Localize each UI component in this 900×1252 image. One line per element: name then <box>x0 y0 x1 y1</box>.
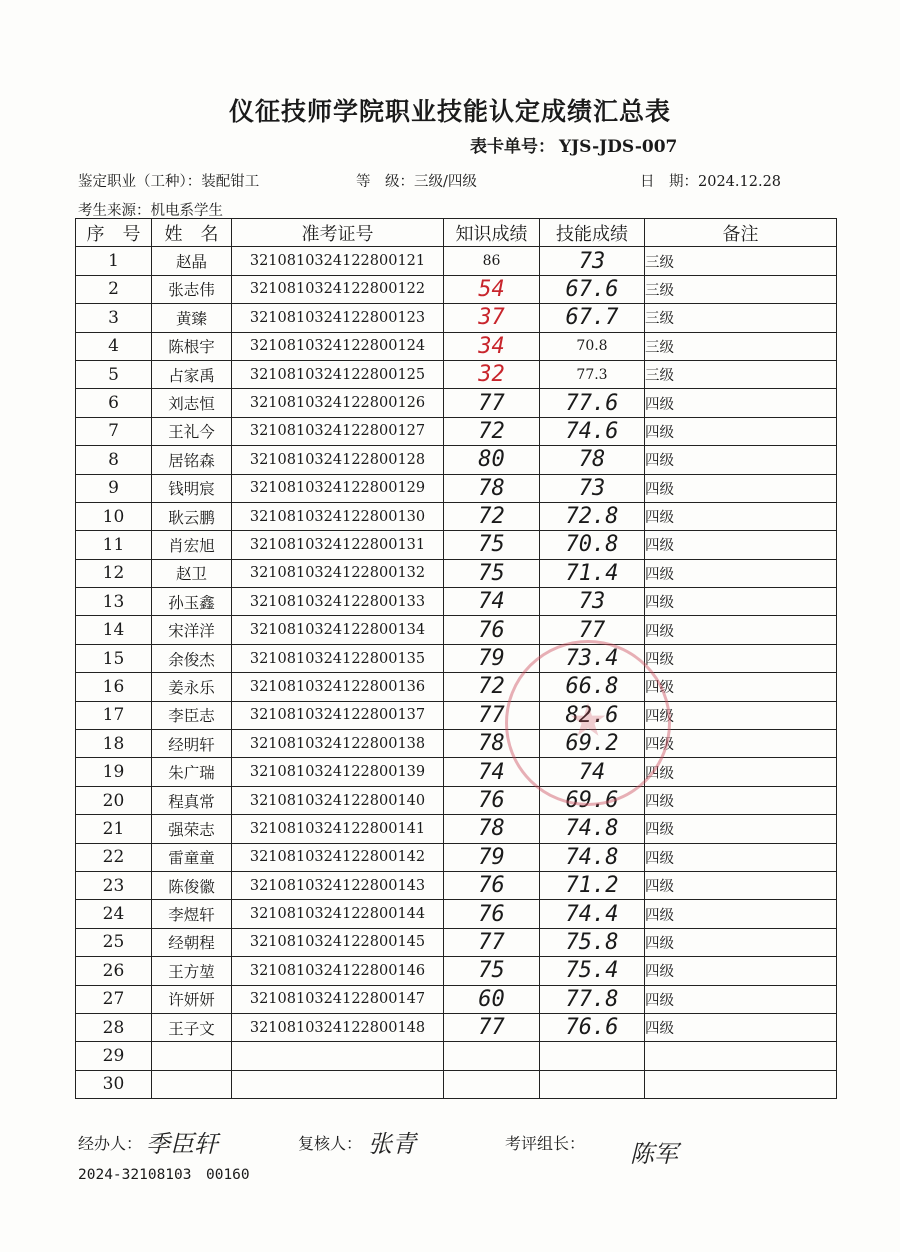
row-seq: 19 <box>76 758 152 786</box>
table-row <box>76 957 837 985</box>
row-exam-no: 3210810324122800146 <box>232 957 444 985</box>
row-seq: 21 <box>76 815 152 843</box>
row-skill-score: 74.8 <box>540 815 645 843</box>
row-exam-no: 3210810324122800128 <box>232 446 444 474</box>
row-name: 黄臻 <box>152 304 232 332</box>
row-remark: 四级 <box>645 730 837 758</box>
row-exam-no: 3210810324122800141 <box>232 815 444 843</box>
row-knowledge-score: 77 <box>444 928 540 956</box>
row-exam-no: 3210810324122800126 <box>232 389 444 417</box>
table-row <box>76 985 837 1013</box>
row-seq: 15 <box>76 644 152 672</box>
row-skill-score <box>540 1070 645 1098</box>
row-remark: 四级 <box>645 446 837 474</box>
leader-signature: 陈军 <box>630 1140 678 1168</box>
table-row <box>76 304 837 332</box>
table-row <box>76 247 837 275</box>
row-seq: 30 <box>76 1070 152 1098</box>
row-skill-score: 69.6 <box>540 786 645 814</box>
row-name: 李煜轩 <box>152 900 232 928</box>
row-seq: 10 <box>76 502 152 530</box>
table-row <box>76 389 837 417</box>
table-row <box>76 588 837 616</box>
row-skill-score: 74.6 <box>540 417 645 445</box>
row-seq: 25 <box>76 928 152 956</box>
row-remark: 四级 <box>645 1013 837 1041</box>
row-remark: 四级 <box>645 644 837 672</box>
row-seq: 26 <box>76 957 152 985</box>
row-remark: 四级 <box>645 957 837 985</box>
row-exam-no: 3210810324122800148 <box>232 1013 444 1041</box>
header-name: 姓 名 <box>152 219 232 247</box>
row-name: 王子文 <box>152 1013 232 1041</box>
row-skill-score: 71.4 <box>540 559 645 587</box>
row-seq: 16 <box>76 673 152 701</box>
row-exam-no: 3210810324122800123 <box>232 304 444 332</box>
row-knowledge-score: 75 <box>444 531 540 559</box>
row-exam-no: 3210810324122800124 <box>232 332 444 360</box>
row-knowledge-score: 76 <box>444 616 540 644</box>
row-seq: 3 <box>76 304 152 332</box>
header-exam-no: 准考证号 <box>232 219 444 247</box>
row-skill-score: 69.2 <box>540 730 645 758</box>
row-remark: 四级 <box>645 417 837 445</box>
row-knowledge-score: 72 <box>444 673 540 701</box>
date-field <box>640 170 781 191</box>
row-remark: 四级 <box>645 502 837 530</box>
row-seq: 2 <box>76 275 152 303</box>
row-name: 雷童童 <box>152 843 232 871</box>
row-exam-no: 3210810324122800139 <box>232 758 444 786</box>
row-seq: 8 <box>76 446 152 474</box>
row-name: 宋洋洋 <box>152 616 232 644</box>
row-knowledge-score: 74 <box>444 758 540 786</box>
row-name: 许妍妍 <box>152 985 232 1013</box>
row-exam-no: 3210810324122800125 <box>232 360 444 388</box>
row-knowledge-score: 75 <box>444 559 540 587</box>
row-seq: 13 <box>76 588 152 616</box>
reviewer-label: 复核人： <box>298 1134 363 1153</box>
table-row <box>76 1042 837 1070</box>
row-exam-no: 3210810324122800131 <box>232 531 444 559</box>
row-name: 余俊杰 <box>152 644 232 672</box>
row-remark: 四级 <box>645 389 837 417</box>
row-name: 王方堃 <box>152 957 232 985</box>
row-skill-score: 75.8 <box>540 928 645 956</box>
row-knowledge-score: 79 <box>444 843 540 871</box>
row-seq: 22 <box>76 843 152 871</box>
row-exam-no: 3210810324122800138 <box>232 730 444 758</box>
row-skill-score: 71.2 <box>540 871 645 899</box>
row-skill-score: 67.6 <box>540 275 645 303</box>
row-skill-score: 77.6 <box>540 389 645 417</box>
level-field <box>356 170 477 191</box>
row-seq: 9 <box>76 474 152 502</box>
row-knowledge-score: 34 <box>444 332 540 360</box>
row-remark: 四级 <box>645 559 837 587</box>
table-row <box>76 559 837 587</box>
row-name: 钱明宸 <box>152 474 232 502</box>
row-name: 耿云鹏 <box>152 502 232 530</box>
table-row <box>76 332 837 360</box>
row-knowledge-score: 76 <box>444 871 540 899</box>
form-number <box>470 132 677 157</box>
row-knowledge-score: 76 <box>444 786 540 814</box>
row-skill-score: 70.8 <box>540 531 645 559</box>
row-knowledge-score: 37 <box>444 304 540 332</box>
row-skill-score: 67.7 <box>540 304 645 332</box>
row-seq: 4 <box>76 332 152 360</box>
table-row <box>76 843 837 871</box>
row-skill-score: 66.8 <box>540 673 645 701</box>
row-seq: 5 <box>76 360 152 388</box>
row-knowledge-score: 80 <box>444 446 540 474</box>
row-exam-no <box>232 1042 444 1070</box>
table-row <box>76 360 837 388</box>
row-name: 经明轩 <box>152 730 232 758</box>
table-row <box>76 616 837 644</box>
row-seq: 24 <box>76 900 152 928</box>
row-exam-no: 3210810324122800121 <box>232 247 444 275</box>
header-seq: 序 号 <box>76 219 152 247</box>
row-name: 肖宏旭 <box>152 531 232 559</box>
table-header-row <box>76 219 837 247</box>
row-knowledge-score: 86 <box>444 247 540 275</box>
row-name <box>152 1042 232 1070</box>
row-name: 姜永乐 <box>152 673 232 701</box>
row-exam-no: 3210810324122800137 <box>232 701 444 729</box>
row-skill-score: 77 <box>540 616 645 644</box>
form-number-label: 表卡单号： <box>470 137 555 157</box>
row-remark: 四级 <box>645 673 837 701</box>
row-name: 王礼今 <box>152 417 232 445</box>
row-remark <box>645 1042 837 1070</box>
row-knowledge-score: 32 <box>444 360 540 388</box>
level-value: 三级/四级 <box>414 174 477 190</box>
table-row <box>76 871 837 899</box>
row-seq: 12 <box>76 559 152 587</box>
row-knowledge-score: 76 <box>444 900 540 928</box>
row-remark: 四级 <box>645 474 837 502</box>
row-remark: 四级 <box>645 985 837 1013</box>
row-exam-no: 3210810324122800147 <box>232 985 444 1013</box>
handler-label: 经办人： <box>78 1134 143 1153</box>
occupation-field: 鉴定职业（工种）：装配钳工 <box>78 174 260 190</box>
row-exam-no: 3210810324122800143 <box>232 871 444 899</box>
row-exam-no: 3210810324122800130 <box>232 502 444 530</box>
row-skill-score: 77.3 <box>540 360 645 388</box>
date-label: 日 期： <box>640 174 698 190</box>
row-skill-score: 73 <box>540 247 645 275</box>
leader-label: 考评组长： <box>505 1134 586 1153</box>
row-exam-no: 3210810324122800122 <box>232 275 444 303</box>
row-exam-no <box>232 1070 444 1098</box>
form-number-value: YJS-JDS-007 <box>559 137 678 157</box>
row-skill-score: 74 <box>540 758 645 786</box>
row-name: 居铭森 <box>152 446 232 474</box>
row-name: 程真常 <box>152 786 232 814</box>
table-row <box>76 275 837 303</box>
row-exam-no: 3210810324122800135 <box>232 644 444 672</box>
header-knowledge: 知识成绩 <box>444 219 540 247</box>
row-knowledge-score: 78 <box>444 730 540 758</box>
row-knowledge-score: 75 <box>444 957 540 985</box>
row-knowledge-score: 78 <box>444 474 540 502</box>
row-seq: 20 <box>76 786 152 814</box>
row-remark: 四级 <box>645 531 837 559</box>
row-knowledge-score <box>444 1042 540 1070</box>
row-exam-no: 3210810324122800129 <box>232 474 444 502</box>
level-label: 等 级： <box>356 174 414 190</box>
row-remark: 三级 <box>645 360 837 388</box>
row-skill-score: 74.4 <box>540 900 645 928</box>
row-name: 赵卫 <box>152 559 232 587</box>
row-remark: 四级 <box>645 588 837 616</box>
row-seq: 14 <box>76 616 152 644</box>
row-name: 陈根宇 <box>152 332 232 360</box>
row-knowledge-score: 78 <box>444 815 540 843</box>
row-knowledge-score: 77 <box>444 1013 540 1041</box>
footer-code: 2024-32108103 00160 <box>78 1167 250 1183</box>
row-exam-no: 3210810324122800133 <box>232 588 444 616</box>
row-exam-no: 3210810324122800134 <box>232 616 444 644</box>
row-skill-score: 78 <box>540 446 645 474</box>
table-row <box>76 531 837 559</box>
row-remark: 四级 <box>645 843 837 871</box>
row-exam-no: 3210810324122800145 <box>232 928 444 956</box>
row-knowledge-score: 77 <box>444 701 540 729</box>
table-row <box>76 673 837 701</box>
row-seq: 6 <box>76 389 152 417</box>
row-exam-no: 3210810324122800142 <box>232 843 444 871</box>
row-knowledge-score: 72 <box>444 502 540 530</box>
row-knowledge-score: 77 <box>444 389 540 417</box>
candidate-source: 考生来源：机电系学生 <box>78 203 223 219</box>
row-knowledge-score: 60 <box>444 985 540 1013</box>
row-remark: 四级 <box>645 871 837 899</box>
table-row <box>76 730 837 758</box>
row-name: 占家禹 <box>152 360 232 388</box>
row-skill-score: 73 <box>540 474 645 502</box>
row-name: 刘志恒 <box>152 389 232 417</box>
table-row <box>76 786 837 814</box>
row-skill-score: 77.8 <box>540 985 645 1013</box>
row-name: 赵晶 <box>152 247 232 275</box>
row-knowledge-score <box>444 1070 540 1098</box>
date-value: 2024.12.28 <box>698 174 782 190</box>
document-title: 仪征技师学院职业技能认定成绩汇总表 <box>228 97 671 126</box>
row-remark: 四级 <box>645 815 837 843</box>
row-remark: 三级 <box>645 332 837 360</box>
table-row <box>76 758 837 786</box>
row-seq: 23 <box>76 871 152 899</box>
row-skill-score: 70.8 <box>540 332 645 360</box>
handler-signature: 季臣轩 <box>146 1130 218 1158</box>
row-skill-score: 76.6 <box>540 1013 645 1041</box>
row-knowledge-score: 79 <box>444 644 540 672</box>
table-row <box>76 815 837 843</box>
row-remark: 四级 <box>645 900 837 928</box>
row-knowledge-score: 54 <box>444 275 540 303</box>
row-knowledge-score: 74 <box>444 588 540 616</box>
table-row <box>76 446 837 474</box>
row-skill-score: 75.4 <box>540 957 645 985</box>
table-row <box>76 1013 837 1041</box>
row-exam-no: 3210810324122800136 <box>232 673 444 701</box>
row-name: 陈俊徽 <box>152 871 232 899</box>
row-name: 孙玉鑫 <box>152 588 232 616</box>
table-row <box>76 928 837 956</box>
table-row <box>76 1070 837 1098</box>
row-remark: 四级 <box>645 701 837 729</box>
row-name: 朱广瑞 <box>152 758 232 786</box>
row-remark: 四级 <box>645 928 837 956</box>
table-row <box>76 701 837 729</box>
row-skill-score: 73.4 <box>540 644 645 672</box>
table-row <box>76 417 837 445</box>
row-skill-score: 74.8 <box>540 843 645 871</box>
row-name: 李臣志 <box>152 701 232 729</box>
row-seq: 28 <box>76 1013 152 1041</box>
row-remark: 四级 <box>645 616 837 644</box>
row-name <box>152 1070 232 1098</box>
row-skill-score <box>540 1042 645 1070</box>
row-remark: 三级 <box>645 275 837 303</box>
reviewer-signature: 张青 <box>368 1130 416 1158</box>
row-exam-no: 3210810324122800144 <box>232 900 444 928</box>
row-seq: 17 <box>76 701 152 729</box>
row-skill-score: 73 <box>540 588 645 616</box>
row-seq: 1 <box>76 247 152 275</box>
row-seq: 11 <box>76 531 152 559</box>
row-remark: 三级 <box>645 304 837 332</box>
row-name: 张志伟 <box>152 275 232 303</box>
header-remark: 备注 <box>645 219 837 247</box>
row-knowledge-score: 72 <box>444 417 540 445</box>
score-table <box>75 218 837 1099</box>
row-seq: 27 <box>76 985 152 1013</box>
row-remark: 三级 <box>645 247 837 275</box>
table-row <box>76 474 837 502</box>
table-row <box>76 900 837 928</box>
row-remark <box>645 1070 837 1098</box>
row-name: 强荣志 <box>152 815 232 843</box>
row-remark: 四级 <box>645 786 837 814</box>
row-seq: 18 <box>76 730 152 758</box>
row-exam-no: 3210810324122800132 <box>232 559 444 587</box>
table-row <box>76 502 837 530</box>
row-seq: 29 <box>76 1042 152 1070</box>
row-remark: 四级 <box>645 758 837 786</box>
header-skill: 技能成绩 <box>540 219 645 247</box>
table-row <box>76 644 837 672</box>
row-exam-no: 3210810324122800140 <box>232 786 444 814</box>
row-skill-score: 72.8 <box>540 502 645 530</box>
row-exam-no: 3210810324122800127 <box>232 417 444 445</box>
row-seq: 7 <box>76 417 152 445</box>
row-name: 经朝程 <box>152 928 232 956</box>
row-skill-score: 82.6 <box>540 701 645 729</box>
